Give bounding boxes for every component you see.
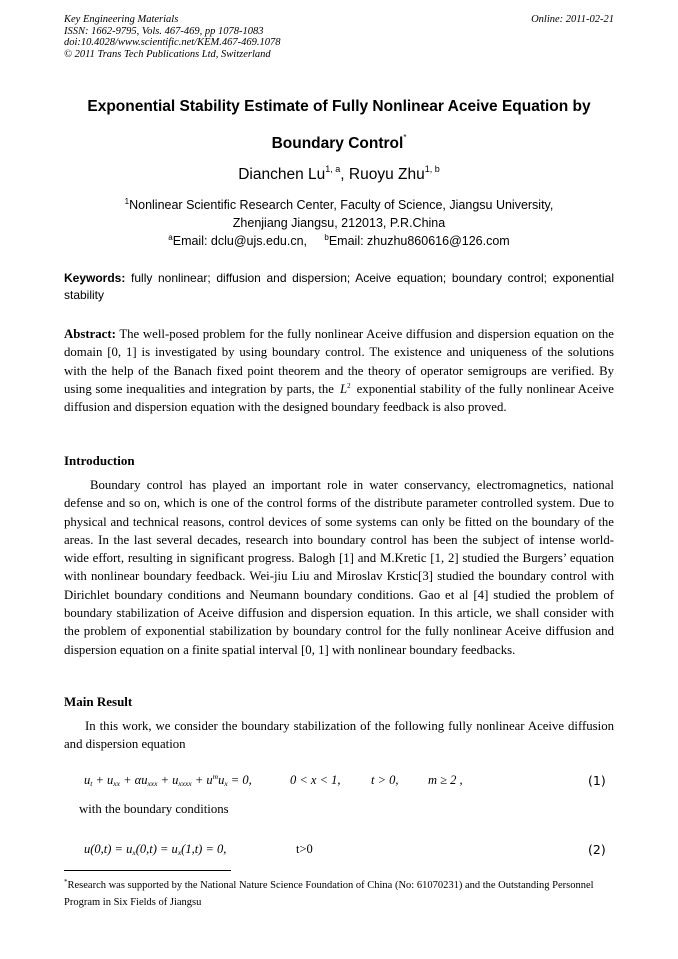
- equation-1-time: t > 0,: [371, 773, 399, 787]
- footnote-divider: [64, 870, 231, 871]
- equation-1-lhs: $u_t + u_{xx} + \alpha u_{xxx} + u_{xxxx} + u^mu_x = 0$,: [84, 772, 252, 788]
- keywords: [64, 270, 614, 304]
- journal-name: Key Engineering Materials: [64, 14, 179, 25]
- equation-1: [84, 772, 463, 788]
- equation-1-m: m ≥ 2 ,: [428, 773, 463, 787]
- abstract-label: Abstract:: [64, 327, 116, 341]
- affiliation-line-1: $^1$Nonlinear Scientific Research Center, Faculty of Science, Jiangsu University,: [124, 197, 554, 212]
- footnote-mark: *: [64, 878, 68, 886]
- footnote: [64, 877, 614, 911]
- email-b[interactable]: Email: zhuzhu860616@126.com: [328, 234, 510, 248]
- equation-2: $u(0,t) = u_x(0,t) = u_x(1,t) = 0$,: [84, 842, 227, 857]
- equation-2-time: t>0: [296, 842, 313, 856]
- journal-header: [64, 14, 614, 60]
- footnote-text: Research was supported by the National Nature Science Foundation of China (No: 61070231) and the Outstanding Personnel Program in Six Fields of Jiangsu: [64, 880, 594, 908]
- keywords-text: fully nonlinear; diffusion and dispersion; Aceive equation; boundary control; exponential stability: [64, 271, 614, 302]
- main-result-heading: Main Result: [64, 694, 133, 709]
- author-1: Dianchen Lu: [238, 166, 326, 183]
- equation-1-number: (1): [588, 773, 606, 788]
- introduction-heading: Introduction: [64, 453, 135, 468]
- doi-line: doi:10.4028/www.scientific.net/KEM.467-469.1078: [64, 37, 281, 48]
- introduction-text: Boundary control has played an important role in water conservancy, electromagnetics, national defense and so on, which is one of the control forms of the distribute parameter controlled system. Due to physical and technical reasons, control devices of some systems can only be fitted on the boundary of the areas. In the last several decades, research into boundary control has been the subject of intense world-wide effort, resulting in significant progress. Balogh [1] and M.Kretic [1, 2] studied the Burgers’ equation with nonlinear boundary feedback. Wei-jiu Liu and Miroslav Krstic[3] studied the boundary control with Dirichlet boundary conditions and Neumann boundary conditions. Gao et al [4] studied the problem of boundary stabilization of Aceive diffusion and dispersion equation. In this article, we shall consider with the problem of exponential stabilization by boundary control for the fully nonlinear Aceive diffusion and dispersion equation on a finite spatial interval [0, 1] with nonlinear boundary feedbacks.: [64, 478, 614, 657]
- affiliation-line-2: Zhenjiang Jiangsu, 212013, P.R.China: [232, 216, 446, 230]
- keywords-label: Keywords:: [64, 271, 126, 285]
- equation-1-domain: 0 < x < 1,: [290, 773, 341, 787]
- affiliation-block: [64, 196, 614, 250]
- main-result-text: In this work, we consider the boundary stabilization of the following fully nonlinear Aceive diffusion and dispersion equation: [64, 719, 614, 752]
- email-a[interactable]: Email: dclu@ujs.edu.cn,: [172, 234, 308, 248]
- title-footnote-mark: *: [403, 133, 407, 142]
- email-line: $^a$Email: dclu@ujs.edu.cn, $^b$Email: zhuzhu860616@126.com: [168, 233, 510, 248]
- issn-line: ISSN: 1662-9795, Vols. 467-469, pp 1078-1083: [64, 25, 264, 37]
- abstract: Abstract: The well-posed problem for the fully nonlinear Aceive diffusion and dispersion equation on the domain [0, 1] is investigated by using boundary control. The existence and uniqueness of the solutions with the help of the Banach fixed point theorem and the theory of operator semigroups are verified. By using some inequalities and integration by parts, the $L^2$ exponential stability of the fully nonlinear Aceive diffusion and dispersion equation with the designed boundary feedback is also proved.: [64, 327, 614, 415]
- l2-symbol: $L^2$: [339, 381, 351, 396]
- author-2: Ruoyu Zhu: [348, 166, 425, 183]
- paper-title: [64, 88, 614, 162]
- title-line-2: Boundary Control*: [271, 133, 407, 152]
- author-list: Dianchen Lu$^{1, a}$, Ruoyu Zhu$^{1, b}$: [238, 164, 440, 183]
- author-1-affil: 1, a: [325, 164, 341, 174]
- equation-2-number: (2): [588, 842, 606, 857]
- copyright-line: © 2011 Trans Tech Publications Ltd, Switzerland: [64, 48, 271, 60]
- online-date: Online: 2011-02-21: [531, 14, 614, 25]
- author-2-affil: 1, b: [424, 164, 440, 174]
- boundary-conditions-text: with the boundary conditions: [79, 802, 229, 816]
- title-line-1: Exponential Stability Estimate of Fully Nonlinear Aceive Equation by: [87, 98, 591, 115]
